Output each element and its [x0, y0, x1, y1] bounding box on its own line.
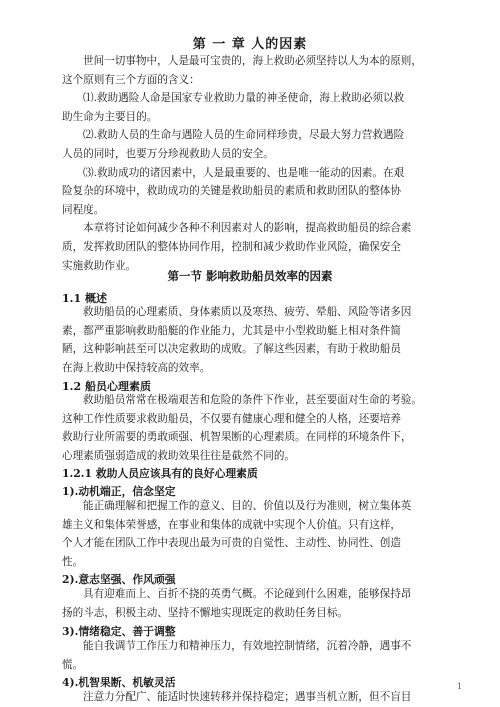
heading-item-3: 3).情绪稳定、善于调整 — [62, 625, 176, 638]
text-line: 心理素质强弱造成的救助效果往往是截然不同的。 — [62, 449, 296, 462]
text-line: 雄主义和集体荣誉感，在事业和集体的成就中实现个人价值。只有这样， — [62, 518, 401, 531]
text-line: 本章将讨论如何减少各种不利因素对人的影响，提高救助船员的综合素 — [83, 222, 412, 235]
text-line: 这个原则有三个方面的含义： — [62, 73, 200, 86]
text-line: 救助行业所需要的勇敢顽强、机智果断的心理素质。在同样的环境条件下， — [62, 431, 412, 444]
chapter-title: 第 一 章 人的因素 — [192, 37, 308, 52]
text-line: 救助船员常常在极端艰苦和危险的条件下作业，甚至要面对生命的考验。 — [83, 394, 422, 406]
heading-item-1: 1).动机端正，信念坚定 — [62, 485, 176, 498]
text-line: 助生命为主要目的。 — [62, 110, 158, 123]
intro-paragraph — [62, 52, 466, 275]
text-line: 性。 — [62, 555, 84, 568]
text-line: 救助船员的心理素质、身体素质以及寒热、疲劳、晕船、风险等诸多因 — [83, 306, 412, 318]
paragraph-1-1 — [62, 303, 466, 377]
text-line: 个人才能在团队工作中表现出最为可贵的自觉性、主动性、协同性、创造 — [62, 537, 401, 550]
page-number: 1 — [456, 682, 462, 691]
text-line: 质，发挥救助团队的整体协同作用，控制和减少救助作业风险，确保安全 — [62, 240, 401, 253]
text-line: 世间一切事物中，人是最可宝贵的，海上救助必须坚持以人为本的原则， — [83, 55, 422, 67]
heading-1-2: 1.2 船员心理素质 — [62, 380, 151, 393]
text-line: 这种工作性质要求救助船员，不仅要有健康心理和健全的人格，还要培养 — [62, 412, 401, 425]
text-line: 注意力分配广、能适时快速转移并保持稳定；遇事当机立断，但不盲目 — [83, 691, 412, 703]
paragraph-item-3 — [62, 637, 466, 674]
paragraph-1-2 — [62, 391, 466, 465]
text-line: ⑵.救助人员的生命与遇险人员的生命同样珍贵，尽最大努力营救遇险 — [83, 129, 405, 142]
text-line: 素，都严重影响救助船艇的作业能力，尤其是中小型救助艇上相对条件简 — [62, 324, 401, 337]
heading-1-1: 1.1 概述 — [62, 292, 107, 305]
text-line: 同程度。 — [62, 203, 105, 216]
text-line: 人员的同时，也要万分珍视救助人员的安全。 — [62, 147, 274, 160]
heading-item-2: 2).意志坚强、作风顽强 — [62, 573, 176, 586]
text-line: ⑶.救助成功的诸因素中，人是最重要的、也是唯一能动的因素。在艰 — [83, 166, 405, 179]
text-line: 慌。 — [62, 658, 84, 671]
text-line: 在海上救助中保持较高的效率。 — [62, 361, 211, 374]
paragraph-item-1 — [62, 497, 466, 571]
text-line: 陋，这种影响甚至可以决定救助的成败。了解这些因素，有助于救助船员 — [62, 343, 401, 356]
heading-1-2-1: 1.2.1 救助人员应该具有的良好心理素质 — [62, 467, 258, 480]
text-line: 险复杂的环境中，救助成功的关键是救助船员的素质和救助团队的整体协 — [62, 185, 401, 198]
text-line: 具有迎难而上、百折不挠的英勇气概。不论碰到什么困难，能够保持昂 — [83, 588, 412, 600]
text-line: 能自我调节工作压力和精神压力，有效地控制情绪，沉着冷静，遇事不 — [83, 640, 412, 652]
text-line: 扬的斗志，积极主动、坚持不懈地实现既定的救助任务目标。 — [62, 606, 349, 619]
section-title: 第一节 影响救助船员效率的因素 — [167, 269, 333, 283]
text-line: 实施救助作业。 — [62, 259, 137, 272]
paragraph-item-2 — [62, 585, 466, 622]
paragraph-item-4 — [62, 688, 466, 707]
text-line: 能正确理解和把握工作的意义、目的、价值以及行为准则，树立集体英 — [83, 500, 412, 512]
text-line: ⑴.救助遇险人命是国家专业救助力量的神圣使命，海上救助必须以救 — [83, 92, 405, 105]
heading-item-4: 4).机智果断、机敏灵活 — [62, 676, 176, 689]
